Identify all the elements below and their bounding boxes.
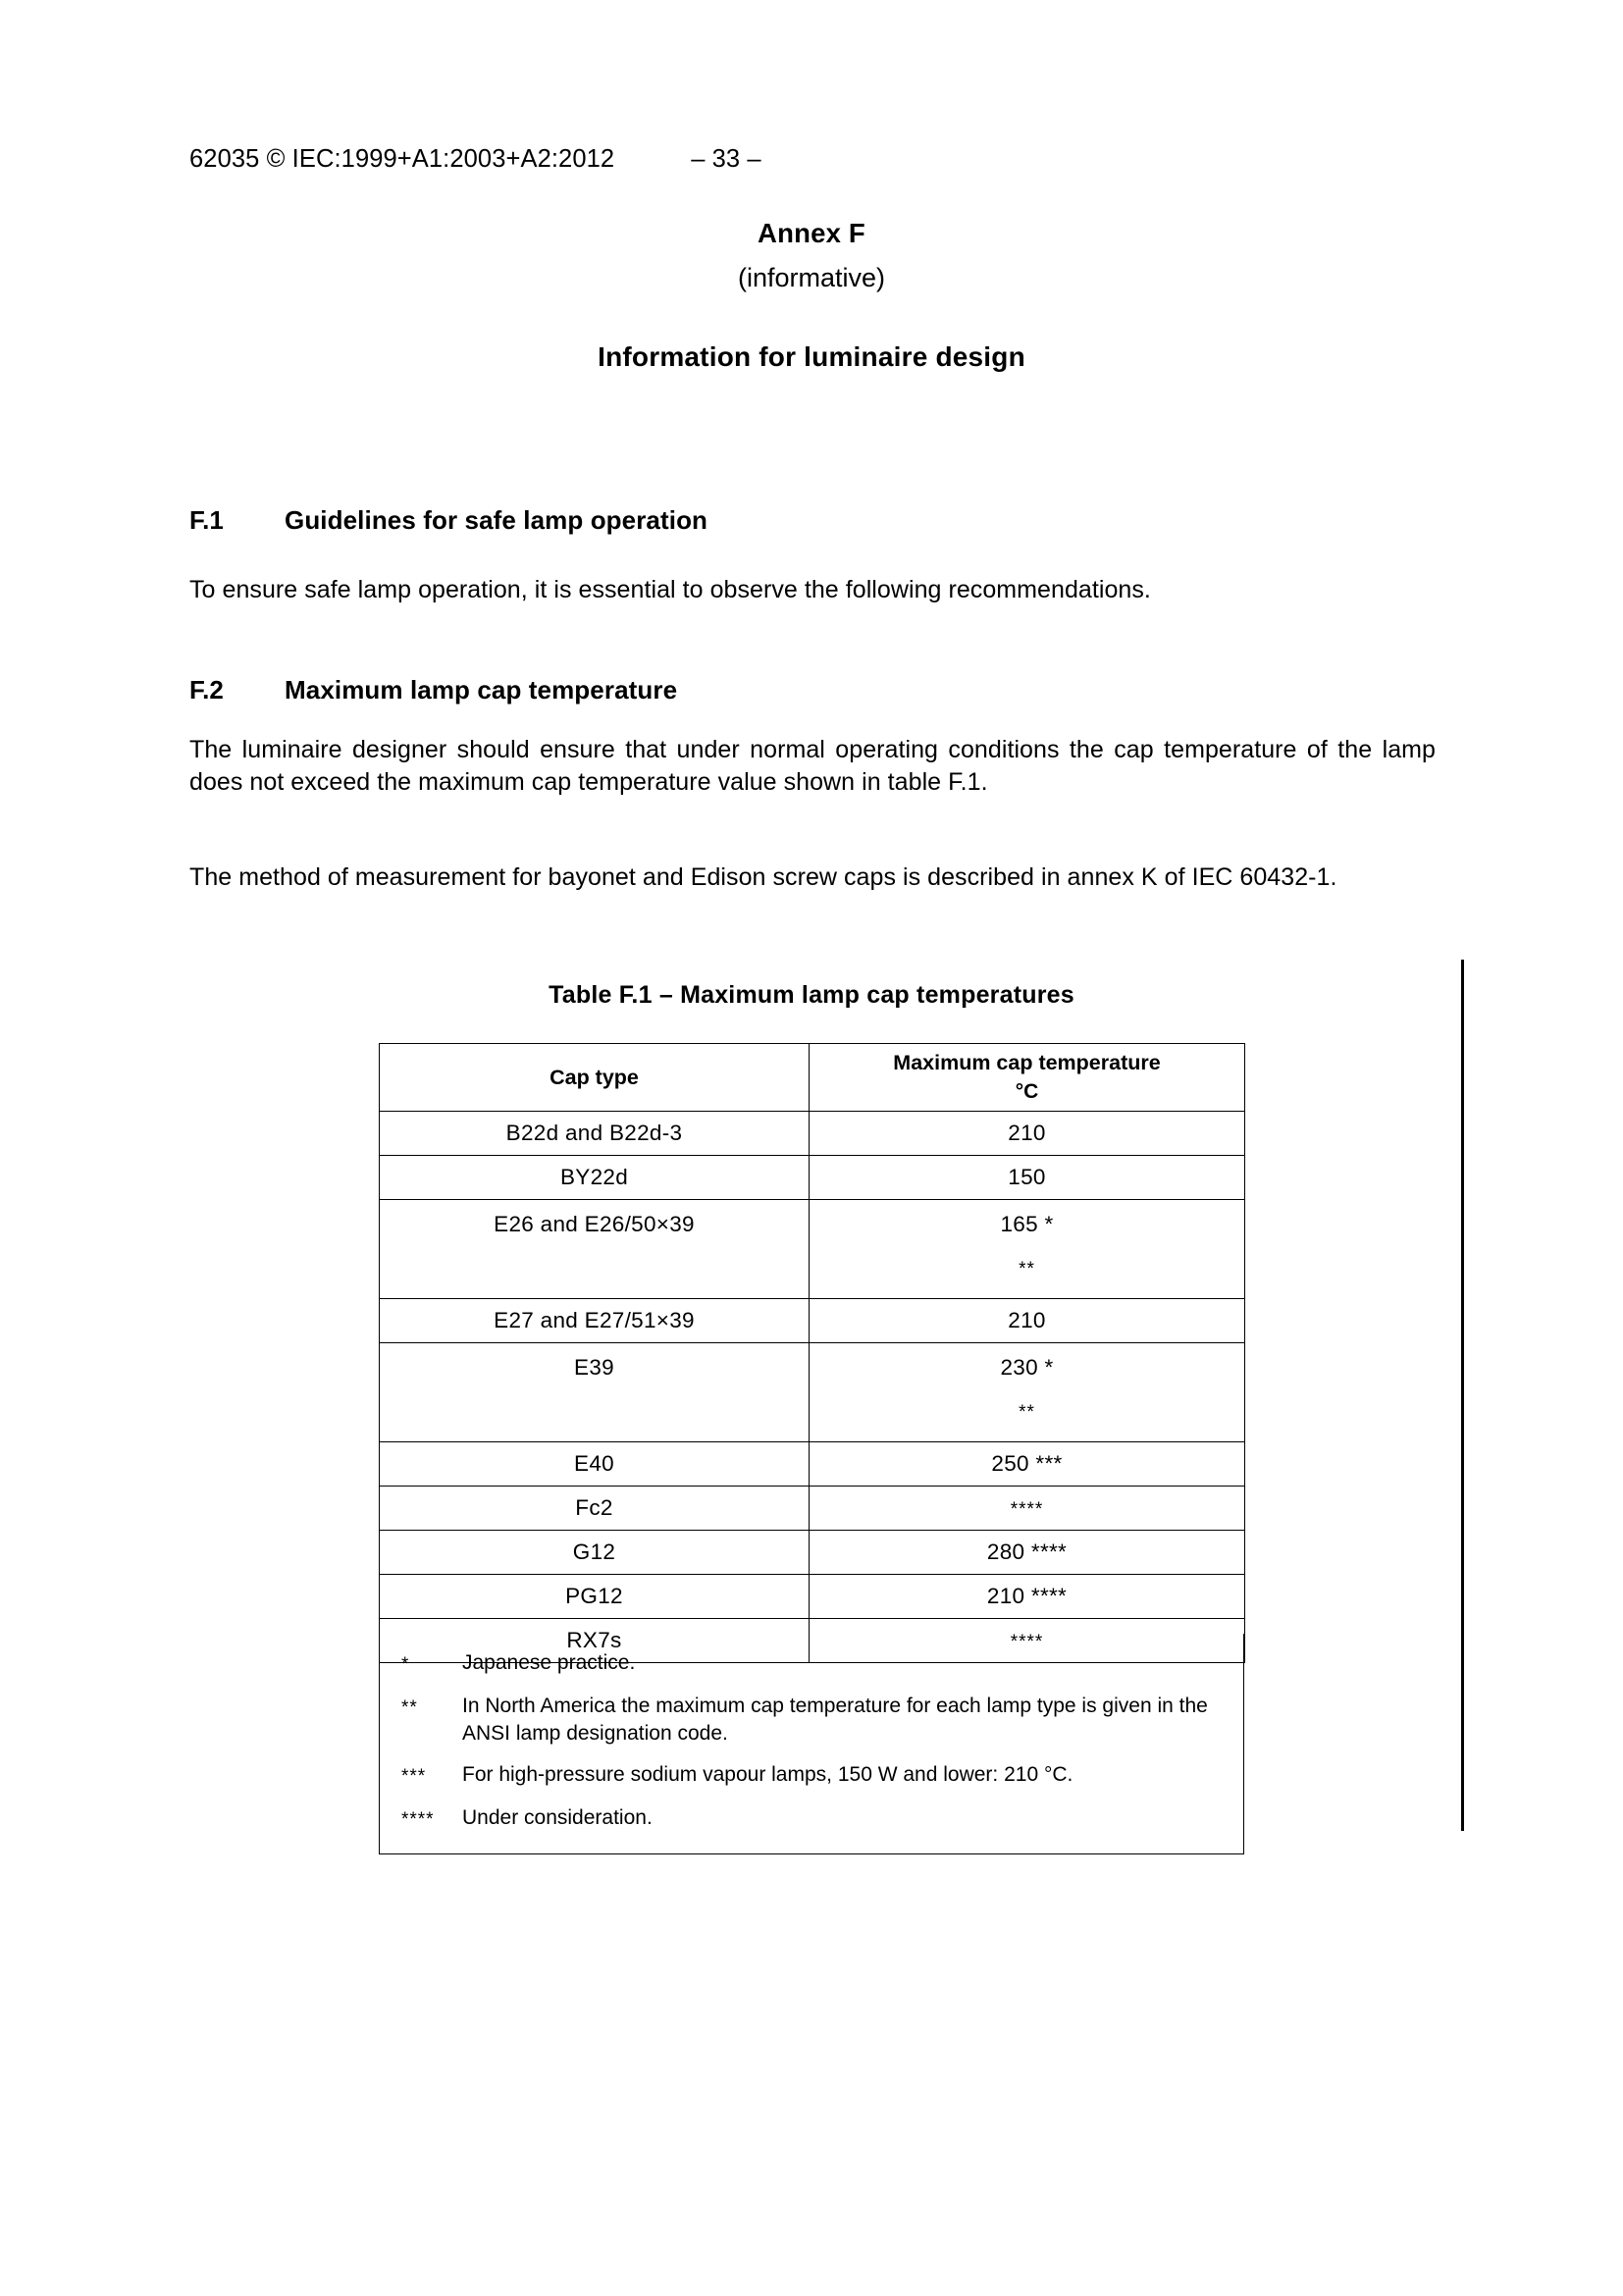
cell-value: 165 * bbox=[1000, 1212, 1054, 1236]
table-row bbox=[380, 1343, 1245, 1442]
clause-title-f1: Guidelines for safe lamp operation bbox=[285, 505, 708, 535]
cell-cap-type: PG12 bbox=[380, 1575, 810, 1619]
table-row bbox=[380, 1487, 1245, 1531]
cell-value: 250 *** bbox=[991, 1451, 1063, 1476]
cell-max-temperature bbox=[810, 1531, 1245, 1575]
table-row bbox=[380, 1112, 1245, 1156]
cell-max-temperature bbox=[810, 1200, 1245, 1299]
cell-value: 210 bbox=[1008, 1308, 1046, 1332]
cell-cap-type: BY22d bbox=[380, 1156, 810, 1200]
column-header-max-temp bbox=[810, 1044, 1245, 1112]
footnote-mark: **** bbox=[401, 1809, 435, 1830]
cell-max-temperature bbox=[810, 1487, 1245, 1531]
annex-subtitle: (informative) bbox=[737, 263, 886, 292]
table-row bbox=[380, 1299, 1245, 1343]
column-header-max-temp-label: Maximum cap temperature bbox=[893, 1051, 1161, 1074]
cell-cap-type: E39 bbox=[380, 1343, 810, 1442]
clause-title-f2: Maximum lamp cap temperature bbox=[285, 675, 678, 704]
cell-value: 280 **** bbox=[986, 1539, 1068, 1564]
cell-max-temperature bbox=[810, 1156, 1245, 1200]
cell-value: **** bbox=[1010, 1632, 1044, 1652]
paragraph-f1-1: To ensure safe lamp operation, it is essential to observe the following recommendations. bbox=[189, 576, 1151, 603]
cell-value: 150 bbox=[1008, 1165, 1046, 1189]
cell-value: 210 **** bbox=[986, 1584, 1068, 1608]
cell-max-temperature bbox=[810, 1112, 1245, 1156]
cell-cap-type: E27 and E27/51×39 bbox=[380, 1299, 810, 1343]
cell-cap-type: Fc2 bbox=[380, 1487, 810, 1531]
footnote-row bbox=[401, 1649, 1222, 1679]
cell-value: 210 bbox=[1008, 1121, 1046, 1145]
table-body bbox=[380, 1112, 1245, 1663]
cell-max-temperature bbox=[810, 1575, 1245, 1619]
cell-cap-type: E40 bbox=[380, 1442, 810, 1487]
table-header-row bbox=[380, 1044, 1245, 1112]
cell-value-footnote-mark: ** bbox=[1019, 1259, 1035, 1279]
table-header bbox=[380, 1044, 1245, 1112]
column-header-max-temp-unit: °C bbox=[1015, 1080, 1039, 1103]
cell-max-temperature bbox=[810, 1299, 1245, 1343]
cell-max-temperature bbox=[810, 1442, 1245, 1487]
cell-max-temperature bbox=[810, 1343, 1245, 1442]
cell-value: 230 * bbox=[1000, 1355, 1054, 1380]
paragraph-f2-2: The method of measurement for bayonet and Edison screw caps is described in annex K of IEC 60432-1. bbox=[189, 863, 1337, 891]
footnote-text: In North America the maximum cap temperature for each lamp type is given in the ANSI lamp designation code. bbox=[462, 1695, 1208, 1745]
footnote-mark: ** bbox=[401, 1697, 418, 1718]
clause-heading-f2 bbox=[189, 675, 1436, 705]
table-row bbox=[380, 1442, 1245, 1487]
table-row bbox=[380, 1156, 1245, 1200]
document-reference: 62035 © IEC:1999+A1:2003+A2:2012 bbox=[189, 145, 615, 173]
annex-title: Annex F bbox=[758, 218, 865, 248]
page-number: – 33 – bbox=[691, 145, 761, 173]
footnote-text: Under consideration. bbox=[462, 1806, 653, 1829]
cell-cap-type: E26 and E26/50×39 bbox=[380, 1200, 810, 1299]
footnote-text: For high-pressure sodium vapour lamps, 150 W and lower: 210 °C. bbox=[462, 1763, 1073, 1786]
max-cap-temperature-table bbox=[379, 1043, 1245, 1663]
footnote-row bbox=[401, 1761, 1222, 1791]
clause-number-f1: F.1 bbox=[189, 505, 224, 535]
footnote-mark: * bbox=[401, 1654, 410, 1675]
running-header bbox=[189, 145, 1436, 174]
table-row bbox=[380, 1531, 1245, 1575]
footnote-row bbox=[401, 1804, 1222, 1834]
clause-heading-f1 bbox=[189, 505, 1436, 536]
change-bar bbox=[1461, 960, 1464, 1831]
clause-number-f2: F.2 bbox=[189, 675, 224, 704]
cell-value-footnote-mark: ** bbox=[1019, 1402, 1035, 1423]
cell-cap-type: G12 bbox=[380, 1531, 810, 1575]
cell-cap-type: B22d and B22d-3 bbox=[380, 1112, 810, 1156]
column-header-cap-type: Cap type bbox=[380, 1044, 810, 1112]
footnote-text: Japanese practice. bbox=[462, 1651, 636, 1674]
table-caption: Table F.1 – Maximum lamp cap temperatures bbox=[549, 981, 1074, 1009]
table-footnotes bbox=[379, 1634, 1244, 1854]
cell-cap-type: RX7s bbox=[380, 1619, 810, 1663]
paragraph-f2-1: The luminaire designer should ensure that under normal operating conditions the cap temperature of the lamp does not exceed the maximum cap temperature value shown in table F.1. bbox=[189, 736, 1436, 796]
table-row bbox=[380, 1200, 1245, 1299]
cell-value: **** bbox=[1010, 1499, 1044, 1520]
footnote-row bbox=[401, 1693, 1222, 1748]
annex-main-heading: Information for luminaire design bbox=[598, 341, 1025, 372]
table-row bbox=[380, 1575, 1245, 1619]
footnote-mark: *** bbox=[401, 1766, 427, 1787]
